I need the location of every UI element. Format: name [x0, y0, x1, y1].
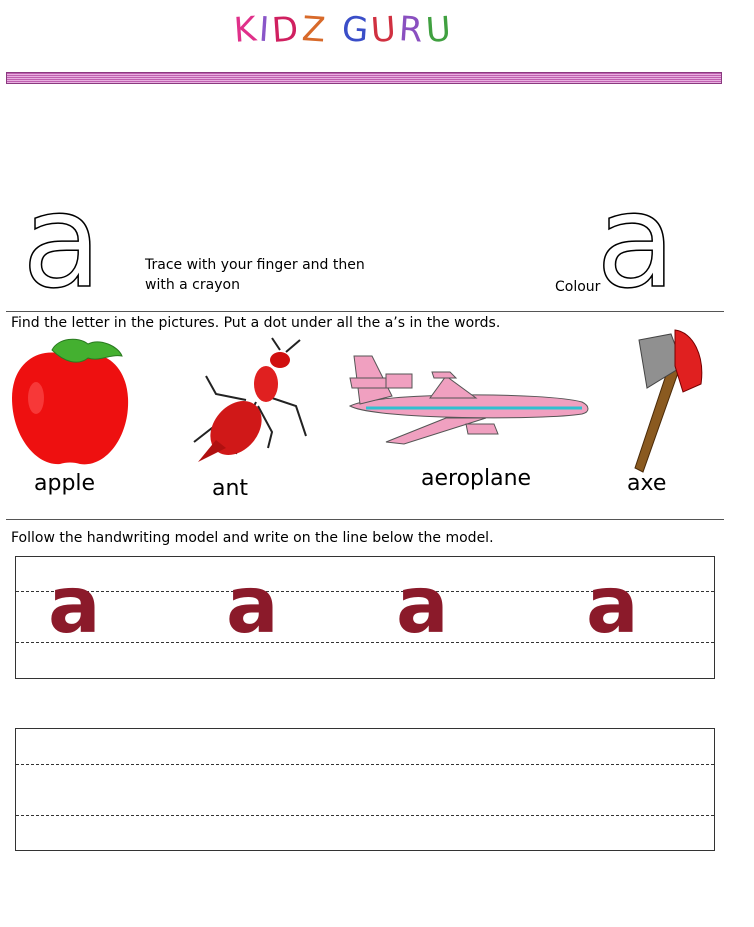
find-instruction: Find the letter in the pictures. Put a dot under all the a’s in the words. [11, 315, 501, 331]
logo-letter: U [424, 9, 455, 51]
model-letter-a: a [48, 561, 101, 651]
word-ant: ant [212, 476, 249, 501]
logo-letter: G [340, 9, 373, 51]
word-aeroplane: aeroplane [421, 466, 532, 491]
model-letter-a: a [226, 561, 279, 651]
section-divider [6, 311, 724, 312]
guide-line [16, 815, 714, 816]
logo-letter: U [369, 9, 401, 51]
handwriting-instruction: Follow the handwriting model and write on the line below the model. [11, 530, 494, 546]
kidz-guru-logo [234, 10, 453, 50]
word-apple: apple [34, 471, 96, 496]
section-divider [6, 519, 724, 520]
logo-letter: D [270, 9, 303, 51]
outline-letter-a-trace [22, 196, 142, 296]
practice-writing-box[interactable] [15, 728, 715, 851]
word-axe: axe [627, 471, 667, 496]
axe-picture [625, 326, 709, 476]
svg-text:a: a [596, 196, 676, 296]
outline-letter-a-colour [596, 196, 716, 296]
colour-label: Colour [555, 279, 601, 295]
logo-letter: K [232, 9, 261, 51]
apple-picture [8, 336, 132, 468]
model-letter-a: a [396, 561, 449, 651]
header-divider-banner [6, 72, 722, 84]
model-writing-box [15, 556, 715, 679]
aeroplane-picture [346, 348, 594, 448]
ant-picture [176, 336, 316, 471]
logo-letter: I [257, 9, 274, 51]
logo-letter: Z [300, 9, 330, 51]
model-letter-a: a [586, 561, 639, 651]
guide-line [16, 764, 714, 765]
svg-text:a: a [22, 196, 102, 296]
logo-letter: R [397, 9, 427, 51]
trace-instruction: Trace with your finger and then with a crayon [145, 257, 365, 293]
